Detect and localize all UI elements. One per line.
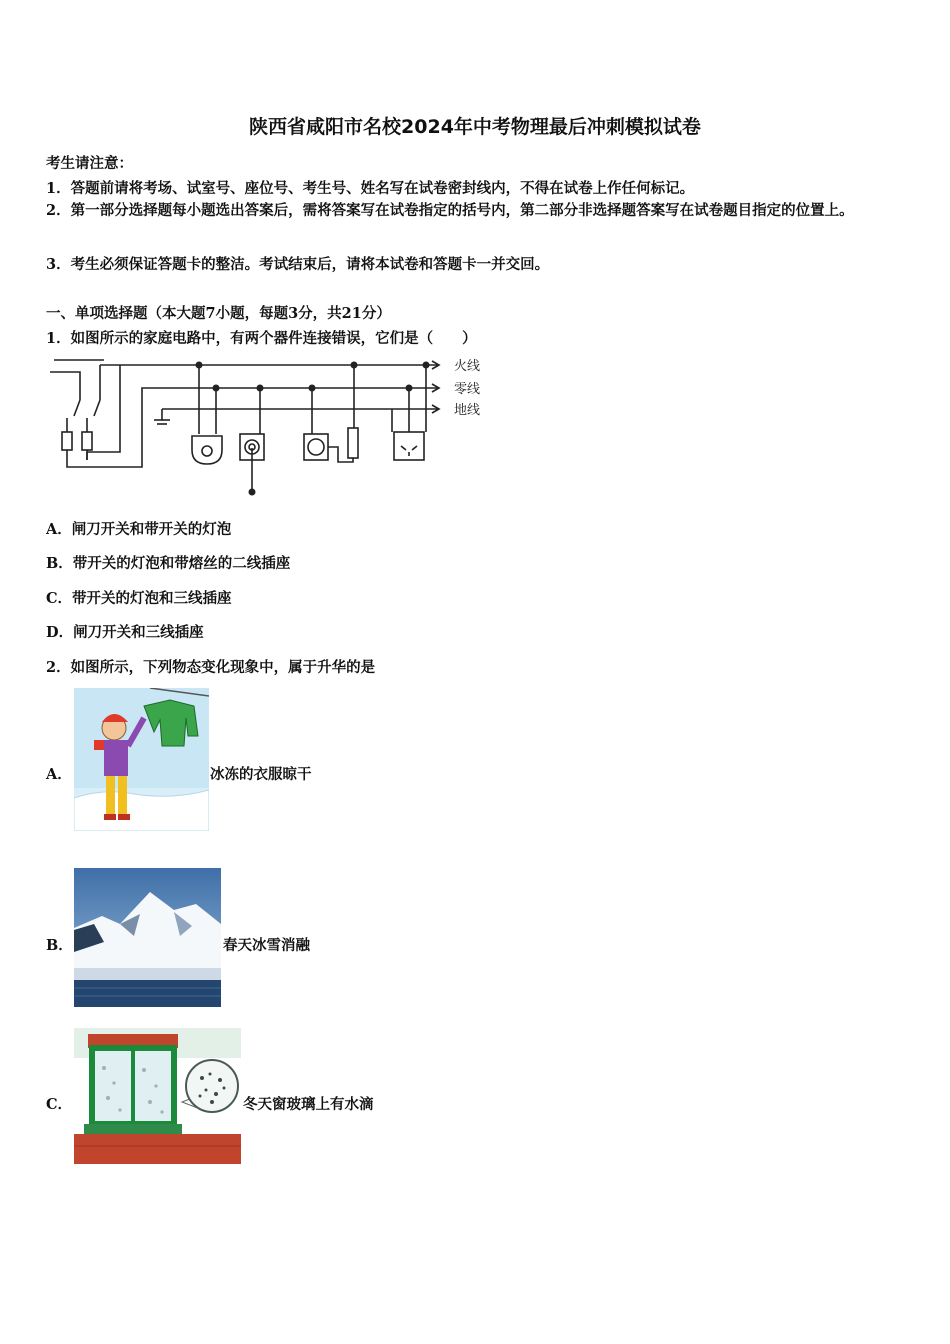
q2-option-b-caption: 春天冰雪消融 <box>223 937 310 954</box>
household-circuit-diagram <box>44 352 494 502</box>
q1-option-d: D．闸刀开关和三线插座 <box>46 624 204 641</box>
question-2-stem: 2．如图所示，下列物态变化现象中，属于升华的是 <box>46 659 376 676</box>
notice-heading: 考生请注意： <box>46 155 133 172</box>
q2-option-c-caption: 冬天窗玻璃上有水滴 <box>243 1096 374 1113</box>
page-title: 陕西省咸阳市名校2024年中考物理最后冲刺模拟试卷 <box>249 116 701 138</box>
q2-option-a-letter: A． <box>46 766 72 783</box>
q2-option-a-caption: 冰冻的衣服晾干 <box>210 766 312 783</box>
q2-option-c-letter: C． <box>46 1096 73 1113</box>
window-condensation-image <box>74 1028 241 1164</box>
q1-option-a: A．闸刀开关和带开关的灯泡 <box>46 521 232 538</box>
q2-option-b-letter: B． <box>46 937 73 954</box>
drying-frozen-clothes-image <box>74 688 209 831</box>
q1-option-b: B．带开关的灯泡和带熔丝的二线插座 <box>46 555 291 572</box>
question-1-stem: 1．如图所示的家庭电路中，有两个器件连接错误，它们是（ ） <box>46 330 477 347</box>
neutral-wire-label: 零线 <box>454 382 481 397</box>
melting-snow-mountain-image <box>74 868 221 1007</box>
notice-item-2: 2．第一部分选择题每小题选出答案后，需将答案写在试卷指定的括号内，第二部分非选择题答案写在试卷题目指定的位置上。 <box>46 202 854 219</box>
ground-wire-label: 地线 <box>454 403 481 418</box>
notice-item-3: 3．考生必须保证答题卡的整洁。考试结束后，请将本试卷和答题卡一并交回。 <box>46 256 550 273</box>
notice-item-1: 1．答题前请将考场、试室号、座位号、考生号、姓名写在试卷密封线内，不得在试卷上作任何标记。 <box>46 180 695 197</box>
section-heading: 一、单项选择题（本大题7小题，每题3分，共21分） <box>46 305 391 322</box>
q1-option-c: C．带开关的灯泡和三线插座 <box>46 590 232 607</box>
live-wire-label: 火线 <box>454 359 481 374</box>
